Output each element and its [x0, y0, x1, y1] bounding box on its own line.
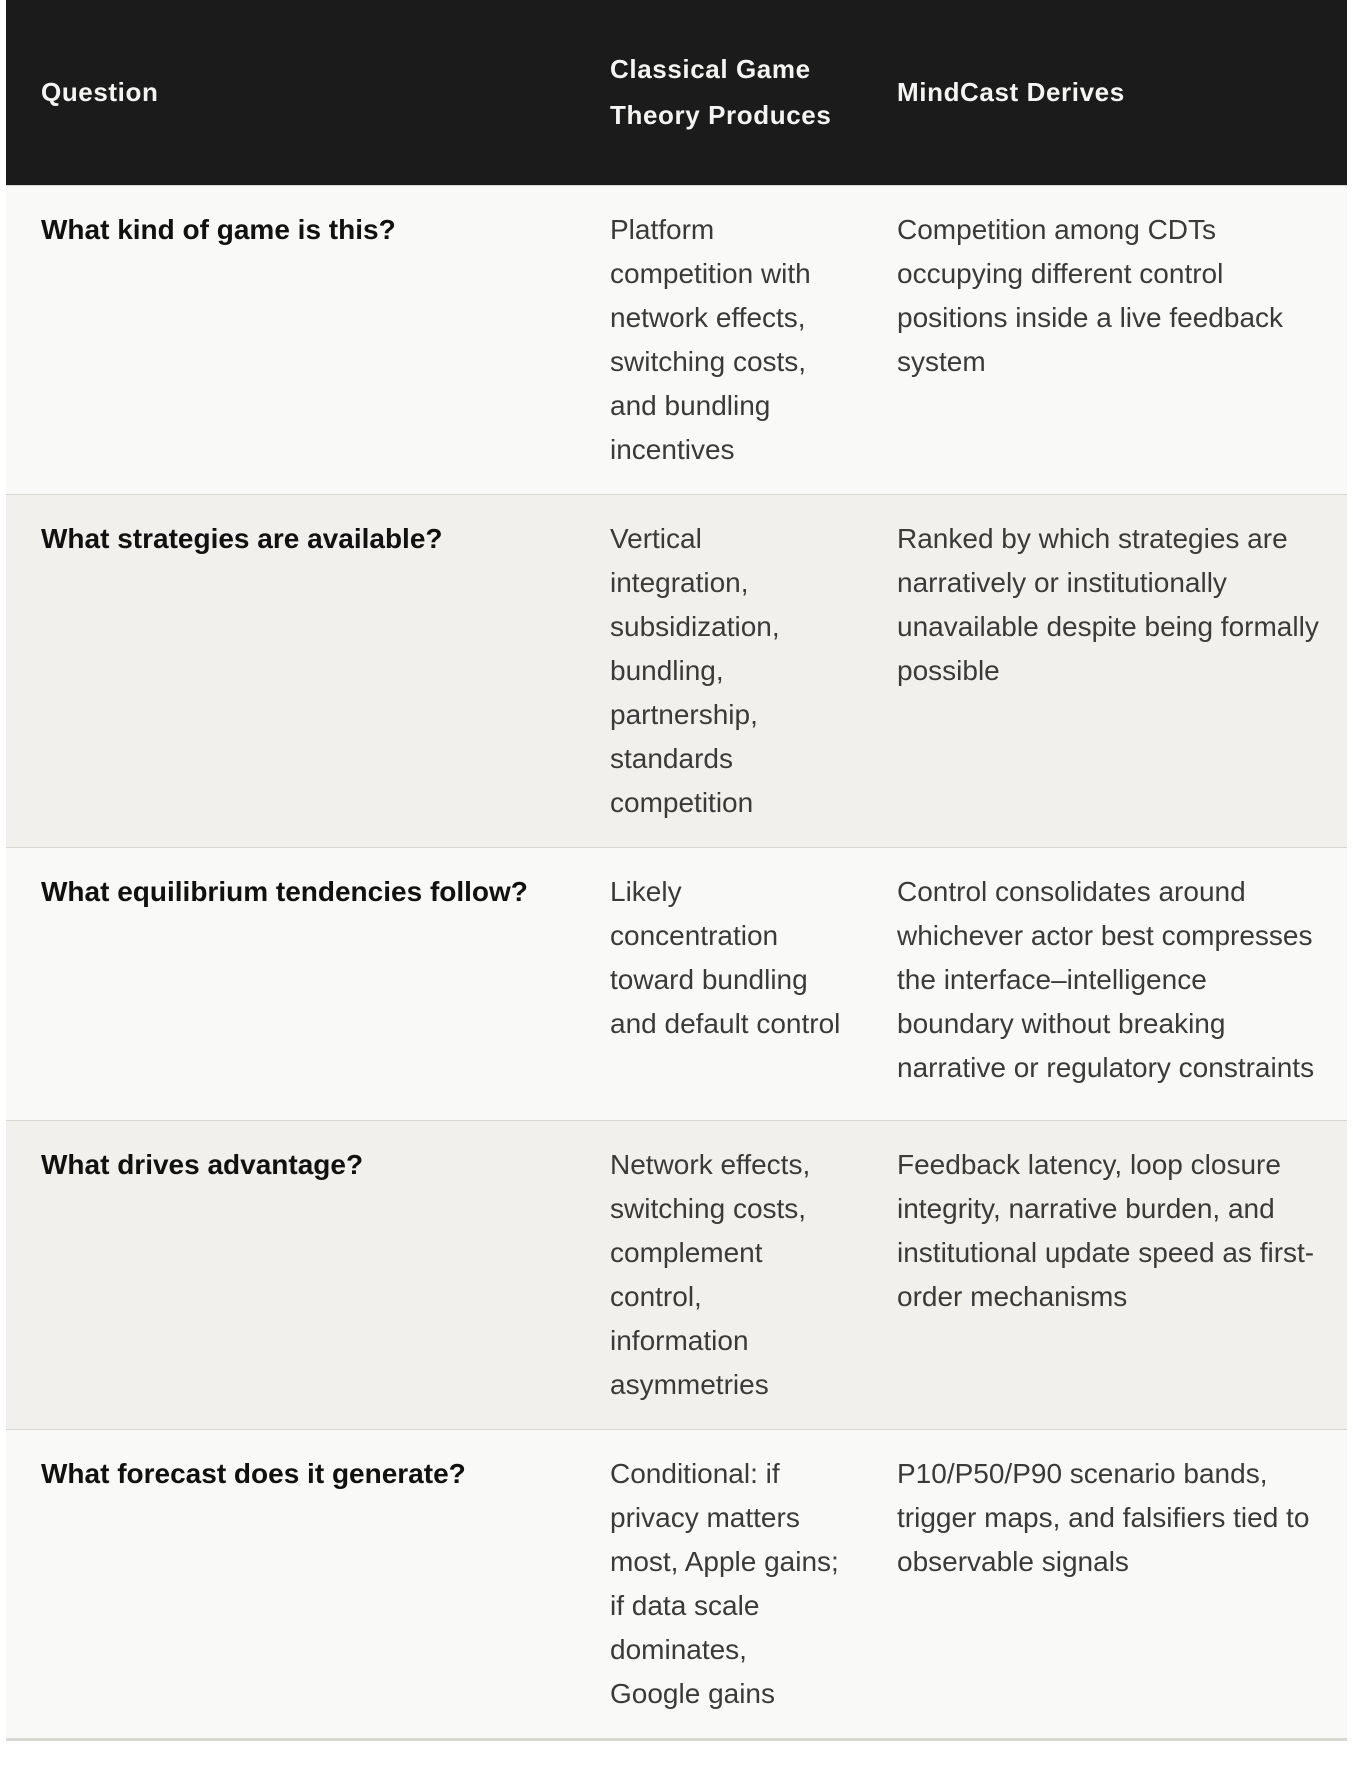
table-body	[6, 185, 1347, 1738]
header-question: Question	[41, 77, 159, 108]
row-question: What drives advantage?	[41, 1148, 364, 1180]
table-row	[6, 1429, 1347, 1738]
row-classical: Conditional: if privacy matters most, Apple gains; if data scale dominates, Google gains	[610, 1457, 839, 1709]
row-classical: Network effects, switching costs, complement control, information asymmetries	[610, 1148, 811, 1400]
table-row	[6, 494, 1347, 847]
table-row	[6, 1120, 1347, 1429]
table-header	[6, 0, 1347, 185]
row-question: What equilibrium tendencies follow?	[41, 875, 528, 907]
row-mindcast: Ranked by which strategies are narratively or institutionally unavailable despite being formally possible	[897, 522, 1319, 686]
row-question: What forecast does it generate?	[41, 1457, 466, 1489]
row-question: What kind of game is this?	[41, 213, 396, 245]
table-row	[6, 847, 1347, 1120]
row-classical: Likely concentration toward bundling and default control	[610, 875, 841, 1039]
row-mindcast: Control consolidates around whichever actor best compresses the interface–intelligence boundary without breaking narrative or regulatory constraints	[897, 875, 1315, 1083]
table-row	[6, 185, 1347, 494]
header-classical-game-theory: Classical Game Theory Produces	[610, 54, 832, 131]
row-classical: Vertical integration, subsidization, bundling, partnership, standards competition	[610, 522, 780, 818]
row-classical: Platform competition with network effects, switching costs, and bundling incentives	[610, 213, 811, 465]
header-mindcast-derives: MindCast Derives	[897, 77, 1125, 108]
comparison-table	[6, 0, 1347, 1738]
row-question: What strategies are available?	[41, 522, 443, 554]
row-mindcast: Feedback latency, loop closure integrity, narrative burden, and institutional update speed as first-order mechanisms	[897, 1148, 1315, 1312]
row-mindcast: Competition among CDTs occupying different control positions inside a live feedback system	[897, 213, 1284, 377]
row-mindcast: P10/P50/P90 scenario bands, trigger maps, and falsifiers tied to observable signals	[897, 1457, 1310, 1577]
header-row	[6, 0, 1347, 185]
comparison-table-container	[6, 0, 1347, 1741]
